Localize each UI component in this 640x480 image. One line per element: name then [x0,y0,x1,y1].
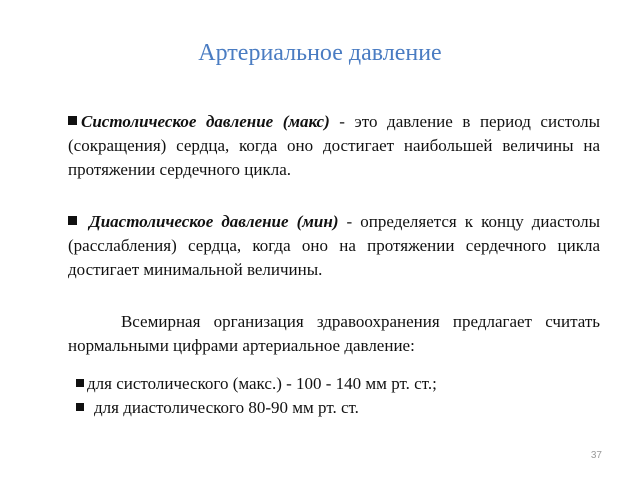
who-text: Всемирная организация здравоохранения предлагает считать нормальными цифрами артериальное давление: [68,312,601,355]
list-item [76,372,600,396]
bullet-icon [76,379,84,387]
norms-list [76,372,600,420]
bullet-icon [68,216,77,225]
bullet-icon [76,403,84,411]
systolic-paragraph [68,110,600,182]
diastolic-text: - определяется к концу диастолы (расслабления) сердца, когда оно на протяжении сердечного цикла достигает минимальной величины. [68,212,601,279]
diastolic-term: Диастолическое давление (мин) [89,212,339,231]
systolic-text: - это давление в период систолы (сокращения) сердца, когда оно достигает наибольшей величины на протяжении сердечного цикла. [68,112,600,179]
who-paragraph [68,310,600,358]
bullet-icon [68,116,77,125]
diastolic-paragraph [68,210,600,282]
list-item-text: для систолического (макс.) - 100 - 140 мм рт. ст.; [87,374,437,393]
list-item [76,396,600,420]
systolic-term: Систолическое давление (макс) [81,112,330,131]
slide-title: Артериальное давление [198,40,442,66]
list-item-text: для диастолического 80-90 мм рт. ст. [94,398,359,417]
page-number: 37 [590,450,602,461]
